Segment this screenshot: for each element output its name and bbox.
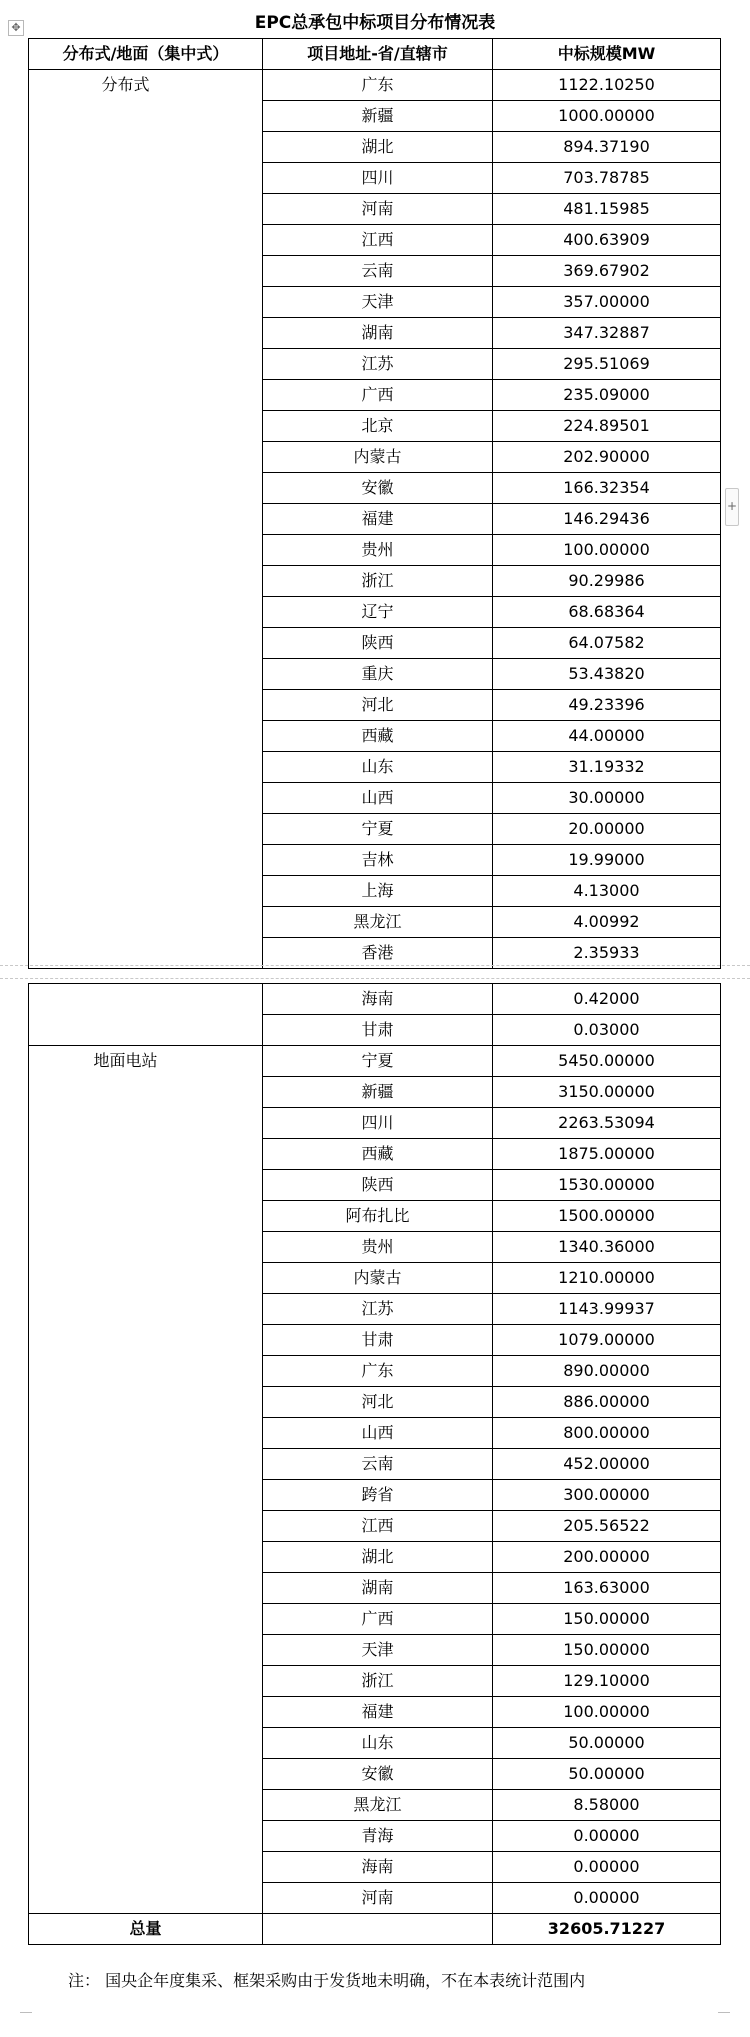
footnote: 注： 国央企年度集采、框架采购由于发货地未明确，不在本表统计范围内 xyxy=(68,1971,586,1990)
province-cell: 山西 xyxy=(263,783,493,814)
province-cell: 江西 xyxy=(263,225,493,256)
scale-cell: 202.90000 xyxy=(493,442,721,473)
province-cell: 西藏 xyxy=(263,721,493,752)
scale-cell: 1210.00000 xyxy=(493,1263,721,1294)
province-cell: 阿布扎比 xyxy=(263,1201,493,1232)
province-cell: 山西 xyxy=(263,1418,493,1449)
page-break-line xyxy=(0,965,750,966)
province-cell: 广东 xyxy=(263,1356,493,1387)
province-cell: 天津 xyxy=(263,287,493,318)
scale-cell: 1530.00000 xyxy=(493,1170,721,1201)
scale-cell: 20.00000 xyxy=(493,814,721,845)
province-cell: 安徽 xyxy=(263,473,493,504)
province-cell: 福建 xyxy=(263,1697,493,1728)
province-cell: 贵州 xyxy=(263,1232,493,1263)
scale-cell: 400.63909 xyxy=(493,225,721,256)
table-row xyxy=(29,984,721,1015)
province-cell: 内蒙古 xyxy=(263,1263,493,1294)
total-value: 32605.71227 xyxy=(493,1914,721,1945)
scale-cell: 300.00000 xyxy=(493,1480,721,1511)
province-cell: 浙江 xyxy=(263,1666,493,1697)
scale-cell: 1340.36000 xyxy=(493,1232,721,1263)
scale-cell: 295.51069 xyxy=(493,349,721,380)
scale-cell: 2263.53094 xyxy=(493,1108,721,1139)
province-cell: 宁夏 xyxy=(263,1046,493,1077)
scale-cell: 8.58000 xyxy=(493,1790,721,1821)
scale-cell: 3150.00000 xyxy=(493,1077,721,1108)
province-cell: 云南 xyxy=(263,256,493,287)
province-cell: 四川 xyxy=(263,1108,493,1139)
scale-cell: 1079.00000 xyxy=(493,1325,721,1356)
province-cell: 湖北 xyxy=(263,1542,493,1573)
scale-cell: 0.42000 xyxy=(493,984,721,1015)
province-cell: 青海 xyxy=(263,1821,493,1852)
scale-cell: 100.00000 xyxy=(493,535,721,566)
province-cell: 内蒙古 xyxy=(263,442,493,473)
province-cell: 江苏 xyxy=(263,349,493,380)
province-cell: 黑龙江 xyxy=(263,1790,493,1821)
scale-cell: 50.00000 xyxy=(493,1728,721,1759)
province-cell: 陕西 xyxy=(263,628,493,659)
scale-cell: 30.00000 xyxy=(493,783,721,814)
scale-cell: 146.29436 xyxy=(493,504,721,535)
province-cell: 福建 xyxy=(263,504,493,535)
scale-cell: 1122.10250 xyxy=(493,70,721,101)
scale-cell: 19.99000 xyxy=(493,845,721,876)
header-province: 项目地址-省/直辖市 xyxy=(263,39,493,70)
province-cell: 陕西 xyxy=(263,1170,493,1201)
province-cell: 重庆 xyxy=(263,659,493,690)
province-cell: 浙江 xyxy=(263,566,493,597)
add-column-plus-icon[interactable]: + xyxy=(725,488,739,526)
scale-cell: 50.00000 xyxy=(493,1759,721,1790)
province-cell: 山东 xyxy=(263,1728,493,1759)
province-cell: 广东 xyxy=(263,70,493,101)
province-cell: 西藏 xyxy=(263,1139,493,1170)
province-cell: 甘肃 xyxy=(263,1015,493,1046)
page-corner-mark xyxy=(718,2012,730,2023)
scale-cell: 347.32887 xyxy=(493,318,721,349)
scale-cell: 452.00000 xyxy=(493,1449,721,1480)
scale-cell: 1143.99937 xyxy=(493,1294,721,1325)
scale-cell: 49.23396 xyxy=(493,690,721,721)
scale-cell: 0.00000 xyxy=(493,1821,721,1852)
province-cell: 河北 xyxy=(263,1387,493,1418)
province-cell: 云南 xyxy=(263,1449,493,1480)
header-row xyxy=(29,39,721,70)
total-empty-cell xyxy=(263,1914,493,1945)
province-cell: 吉林 xyxy=(263,845,493,876)
scale-cell: 0.03000 xyxy=(493,1015,721,1046)
province-cell: 湖南 xyxy=(263,1573,493,1604)
scale-cell: 369.67902 xyxy=(493,256,721,287)
header-category: 分布式/地面（集中式） xyxy=(29,39,263,70)
scale-cell: 1000.00000 xyxy=(493,101,721,132)
table-row xyxy=(29,1046,721,1077)
province-cell: 甘肃 xyxy=(263,1325,493,1356)
scale-cell: 5450.00000 xyxy=(493,1046,721,1077)
province-cell: 广西 xyxy=(263,1604,493,1635)
scale-cell: 0.00000 xyxy=(493,1883,721,1914)
scale-cell: 4.13000 xyxy=(493,876,721,907)
scale-cell: 200.00000 xyxy=(493,1542,721,1573)
scale-cell: 703.78785 xyxy=(493,163,721,194)
province-cell: 香港 xyxy=(263,938,493,969)
province-cell: 海南 xyxy=(263,1852,493,1883)
category-label: 地面电站 xyxy=(93,1051,158,1070)
province-cell: 新疆 xyxy=(263,101,493,132)
scale-cell: 150.00000 xyxy=(493,1604,721,1635)
header-scale: 中标规模MW xyxy=(493,39,721,70)
scale-cell: 1500.00000 xyxy=(493,1201,721,1232)
province-cell: 黑龙江 xyxy=(263,907,493,938)
scale-cell: 53.43820 xyxy=(493,659,721,690)
scale-cell: 235.09000 xyxy=(493,380,721,411)
scale-cell: 890.00000 xyxy=(493,1356,721,1387)
province-cell: 江苏 xyxy=(263,1294,493,1325)
province-cell: 河北 xyxy=(263,690,493,721)
province-cell: 江西 xyxy=(263,1511,493,1542)
scale-cell: 44.00000 xyxy=(493,721,721,752)
scale-cell: 4.00992 xyxy=(493,907,721,938)
province-cell: 湖北 xyxy=(263,132,493,163)
scale-cell: 886.00000 xyxy=(493,1387,721,1418)
scale-cell: 800.00000 xyxy=(493,1418,721,1449)
bid-distribution-table-page2 xyxy=(28,983,721,1945)
scale-cell: 166.32354 xyxy=(493,473,721,504)
total-label: 总量 xyxy=(29,1914,263,1945)
province-cell: 山东 xyxy=(263,752,493,783)
scale-cell: 481.15985 xyxy=(493,194,721,225)
page-break-line xyxy=(0,978,750,979)
province-cell: 北京 xyxy=(263,411,493,442)
scale-cell: 100.00000 xyxy=(493,1697,721,1728)
move-handle-icon[interactable]: ✥ xyxy=(8,20,24,36)
province-cell: 河南 xyxy=(263,1883,493,1914)
province-cell: 跨省 xyxy=(263,1480,493,1511)
scale-cell: 90.29986 xyxy=(493,566,721,597)
page-corner-mark xyxy=(20,2012,32,2023)
province-cell: 四川 xyxy=(263,163,493,194)
province-cell: 新疆 xyxy=(263,1077,493,1108)
table-row xyxy=(29,70,721,101)
category-cell-distributed-continued xyxy=(29,984,263,1046)
province-cell: 上海 xyxy=(263,876,493,907)
total-row xyxy=(29,1914,721,1945)
province-cell: 广西 xyxy=(263,380,493,411)
category-cell-distributed xyxy=(29,70,263,969)
scale-cell: 68.68364 xyxy=(493,597,721,628)
category-cell-ground xyxy=(29,1046,263,1914)
category-label: 分布式 xyxy=(101,75,150,94)
scale-cell: 894.37190 xyxy=(493,132,721,163)
scale-cell: 129.10000 xyxy=(493,1666,721,1697)
table-title: EPC总承包中标项目分布情况表 xyxy=(254,13,496,33)
scale-cell: 1875.00000 xyxy=(493,1139,721,1170)
province-cell: 湖南 xyxy=(263,318,493,349)
scale-cell: 224.89501 xyxy=(493,411,721,442)
scale-cell: 2.35933 xyxy=(493,938,721,969)
scale-cell: 205.56522 xyxy=(493,1511,721,1542)
province-cell: 安徽 xyxy=(263,1759,493,1790)
province-cell: 河南 xyxy=(263,194,493,225)
province-cell: 辽宁 xyxy=(263,597,493,628)
province-cell: 海南 xyxy=(263,984,493,1015)
bid-distribution-table-page1 xyxy=(28,38,721,969)
province-cell: 宁夏 xyxy=(263,814,493,845)
province-cell: 天津 xyxy=(263,1635,493,1666)
scale-cell: 357.00000 xyxy=(493,287,721,318)
scale-cell: 163.63000 xyxy=(493,1573,721,1604)
scale-cell: 64.07582 xyxy=(493,628,721,659)
province-cell: 贵州 xyxy=(263,535,493,566)
scale-cell: 150.00000 xyxy=(493,1635,721,1666)
scale-cell: 0.00000 xyxy=(493,1852,721,1883)
scale-cell: 31.19332 xyxy=(493,752,721,783)
